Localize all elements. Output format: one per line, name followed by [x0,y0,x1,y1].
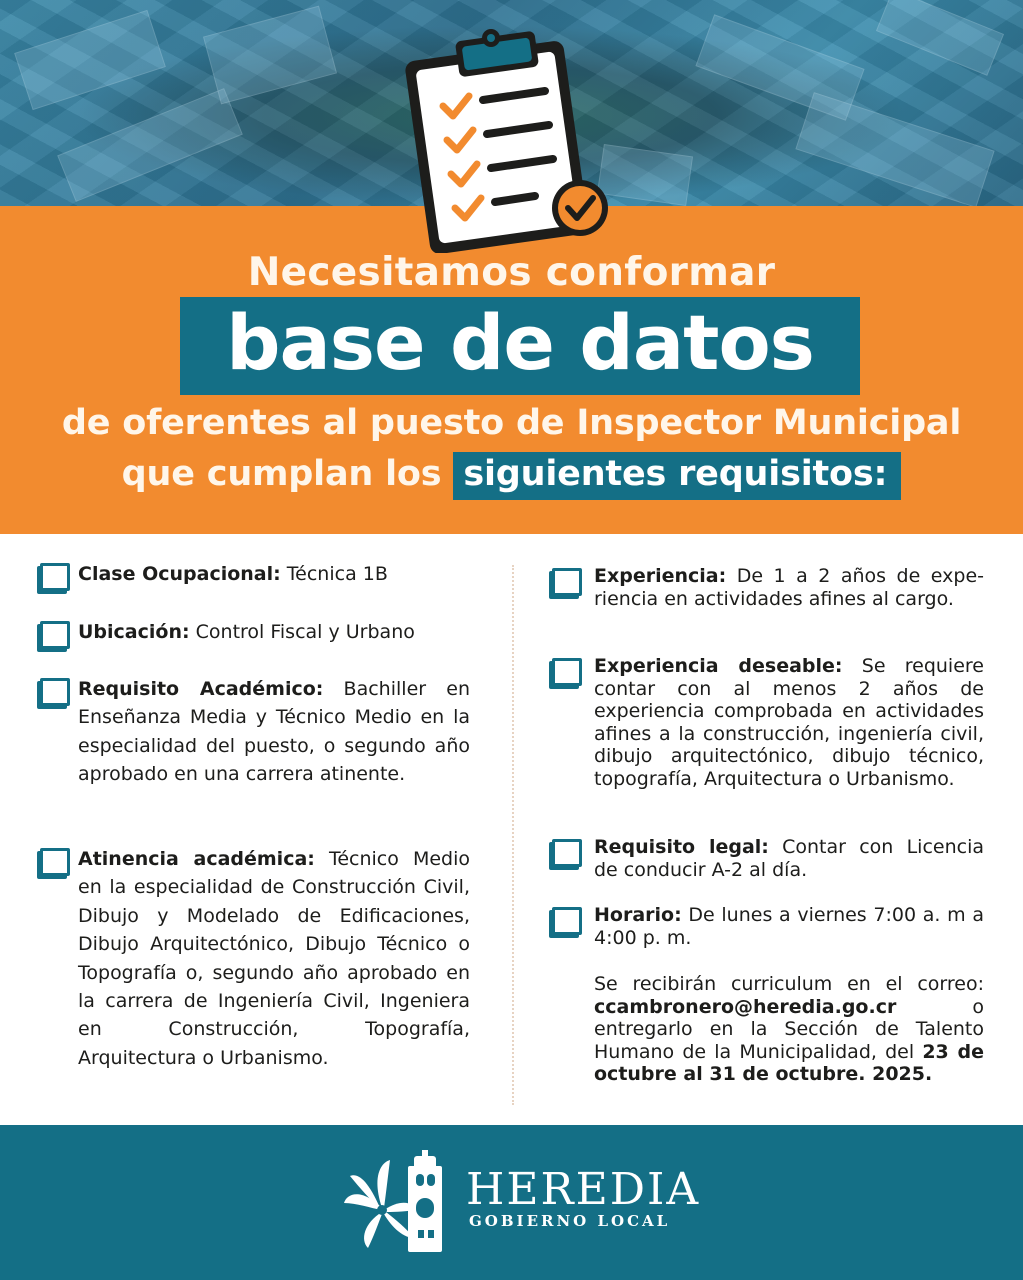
requirement-label: Atinencia académica: [78,848,315,870]
requirement-item [552,655,984,790]
checkbox-icon [552,907,582,935]
requirement-value: Contar con Licencia de conducir A-2 al día. [594,836,984,881]
requirement-label: Ubicación: [78,621,190,643]
requirement-label: Horario: [594,904,682,926]
requirement-value: Control Fiscal y Urbano [189,621,415,643]
requirement-item [40,560,470,588]
requirement-value: Bachiller en Enseñanza Media y Técnico Medio en la especialidad del puesto, o segundo año aprobado en una carrera atinente. [78,678,470,786]
checkbox-icon [40,678,70,706]
requirement-label: Clase Ocupacional: [78,563,281,585]
requirement-label: Experiencia deseable: [594,655,843,677]
column-divider [512,565,514,1105]
requirement-value: De 1 a 2 años de experiencia en actividades afines al cargo. [594,565,984,610]
checkbox-icon [40,621,70,649]
requirement-value: Se requiere contar con al menos 2 años de experiencia comprobada en actividades afines a la construcción, ingeniería civil, dibujo arquitectónico, dibujo técnico, topografía, Arquitectura o Urbanismo. [594,655,984,790]
submission-dates: 23 de octubre al 31 de octubre. 2025. [594,1040,984,1085]
checkbox-icon [552,568,582,596]
checkbox-icon [552,839,582,867]
requirement-label: Requisito Académico: [78,678,324,700]
requirement-value: Técnico Medio en la especialidad de Construcción Civil, Dibujo y Modelado de Edificaciones, Dibujo Arquitectónico, Dibujo Técnico o Topografía o, segundo año aprobado en la carrera de Ingeniería Civil, Ingeniera en Construcción, Topografía, Arquitectura o Urbanismo. [78,848,471,1069]
contact-email: ccambronero@heredia.go.cr [594,995,897,1018]
brand-subtitle: GOBIERNO LOCAL [469,1212,671,1230]
clipboard-checklist-icon [405,28,615,253]
headline-requirements-highlight: siguientes requisitos: [453,452,901,500]
requirement-label: Experiencia: [594,565,727,587]
note-prefix: Se recibirán curriculum en el correo: [594,973,984,995]
requirement-value: De lunes a viernes 7:00 a. m a 4:00 p. m. [594,904,984,949]
headline-main: base de datos [226,298,814,387]
submission-note [594,973,984,1086]
requirement-label: Requisito legal: [594,836,769,858]
requirement-item [40,618,470,646]
requirement-item [552,565,984,610]
note-middle: o entregarlo en la Sección de Talento Humano de la Municipalidad, del [594,995,984,1063]
requirement-item [40,675,470,789]
requirement-item [40,845,470,1072]
requirement-item [552,904,984,949]
headline-position: de oferentes al puesto de Inspector Municipal [61,403,962,443]
requirement-value: Técnica 1B [280,563,388,585]
headline-intro: Necesitamos conformar [247,250,776,295]
heredia-flower-tower-logo [342,1148,467,1258]
brand-name: HEREDIA [466,1164,701,1215]
checkbox-icon [40,848,70,876]
requirement-item [552,836,984,881]
checkbox-icon [552,658,582,686]
headline-requirements-prefix: que cumplan los [121,454,442,494]
headline-requirements [0,454,1023,494]
checkbox-icon [40,563,70,591]
